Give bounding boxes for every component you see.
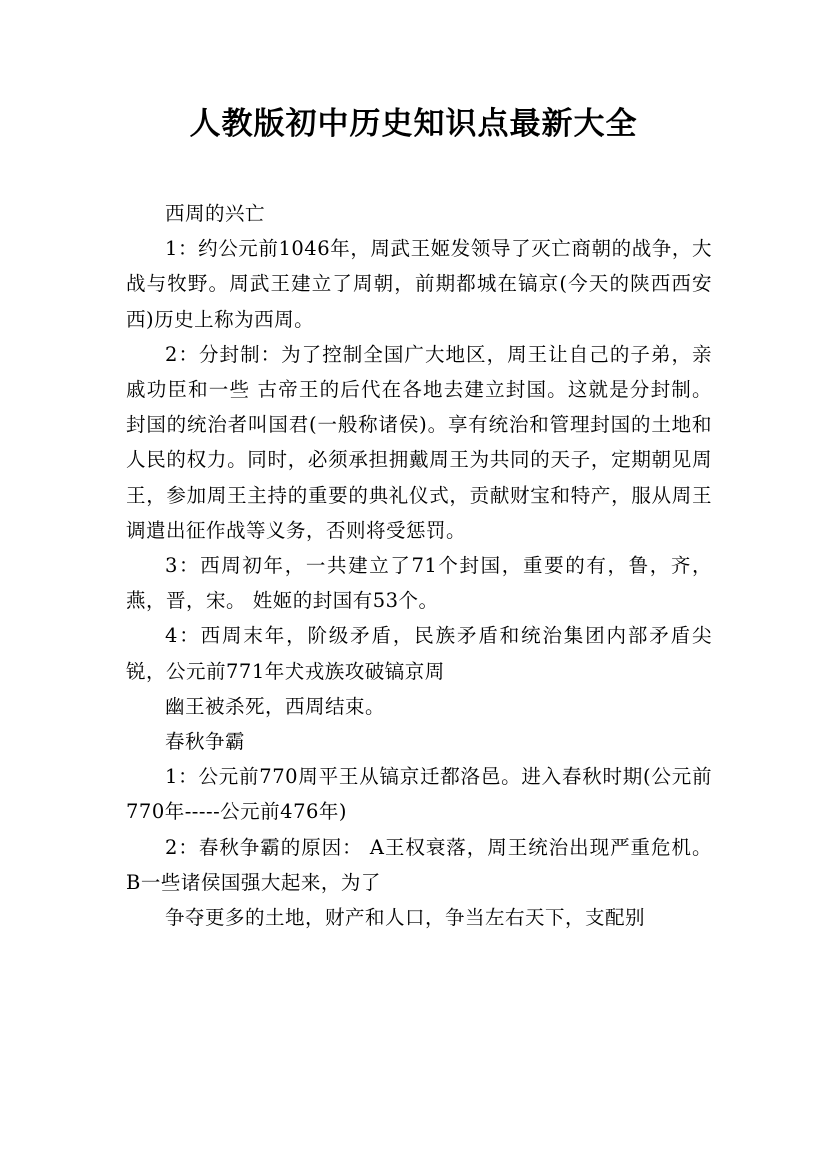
paragraph: 幽王被杀死，西周结束。 bbox=[165, 694, 386, 718]
document-body bbox=[126, 196, 712, 935]
paragraph: 2：春秋争霸的原因： A王权衰落，周王统治出现严重危机。 B一些诸侯国强大起来，为了 bbox=[126, 835, 712, 894]
document-title: 人教版初中历史知识点最新大全 bbox=[189, 106, 638, 142]
paragraph: 1：约公元前1046年，周武王姬发领导了灭亡商朝的战争，大战与牧野。周武王建立了周朝，前期都城在镐京(今天的陕西西安西)历史上称为西周。 bbox=[126, 237, 712, 331]
section-heading-western-zhou: 西周的兴亡 bbox=[165, 202, 266, 225]
paragraph: 3：西周初年，一共建立了71个封国，重要的有，鲁，齐，燕，晋，宋。 姓姬的封国有53个。 bbox=[126, 554, 712, 613]
paragraph: 4：西周末年，阶级矛盾，民族矛盾和统治集团内部矛盾尖锐，公元前771年犬戎族攻破镐京周 bbox=[126, 624, 712, 683]
paragraph: 2：分封制：为了控制全国广大地区，周王让自己的子弟，亲戚功臣和一些 古帝王的后代在各地去建立封国。这就是分封制。封国的统治者叫国君(一般称诸侯)。享有统治和管理封国的土地和人民的权力。同时，必须承担拥戴周王为共同的天子，定期朝见周王，参加周王主持的重要的典礼仪式，贡献财宝和特产，服从周王调遣出征作战等义务，否则将受惩罚。 bbox=[126, 342, 712, 542]
section-heading-spring-autumn: 春秋争霸 bbox=[165, 730, 246, 754]
paragraph: 争夺更多的土地，财产和人口，争当左右天下，支配别 bbox=[165, 906, 646, 930]
paragraph: 1：公元前770周平王从镐京迁都洛邑。进入春秋时期(公元前770年-----公元前476年) bbox=[126, 765, 712, 824]
